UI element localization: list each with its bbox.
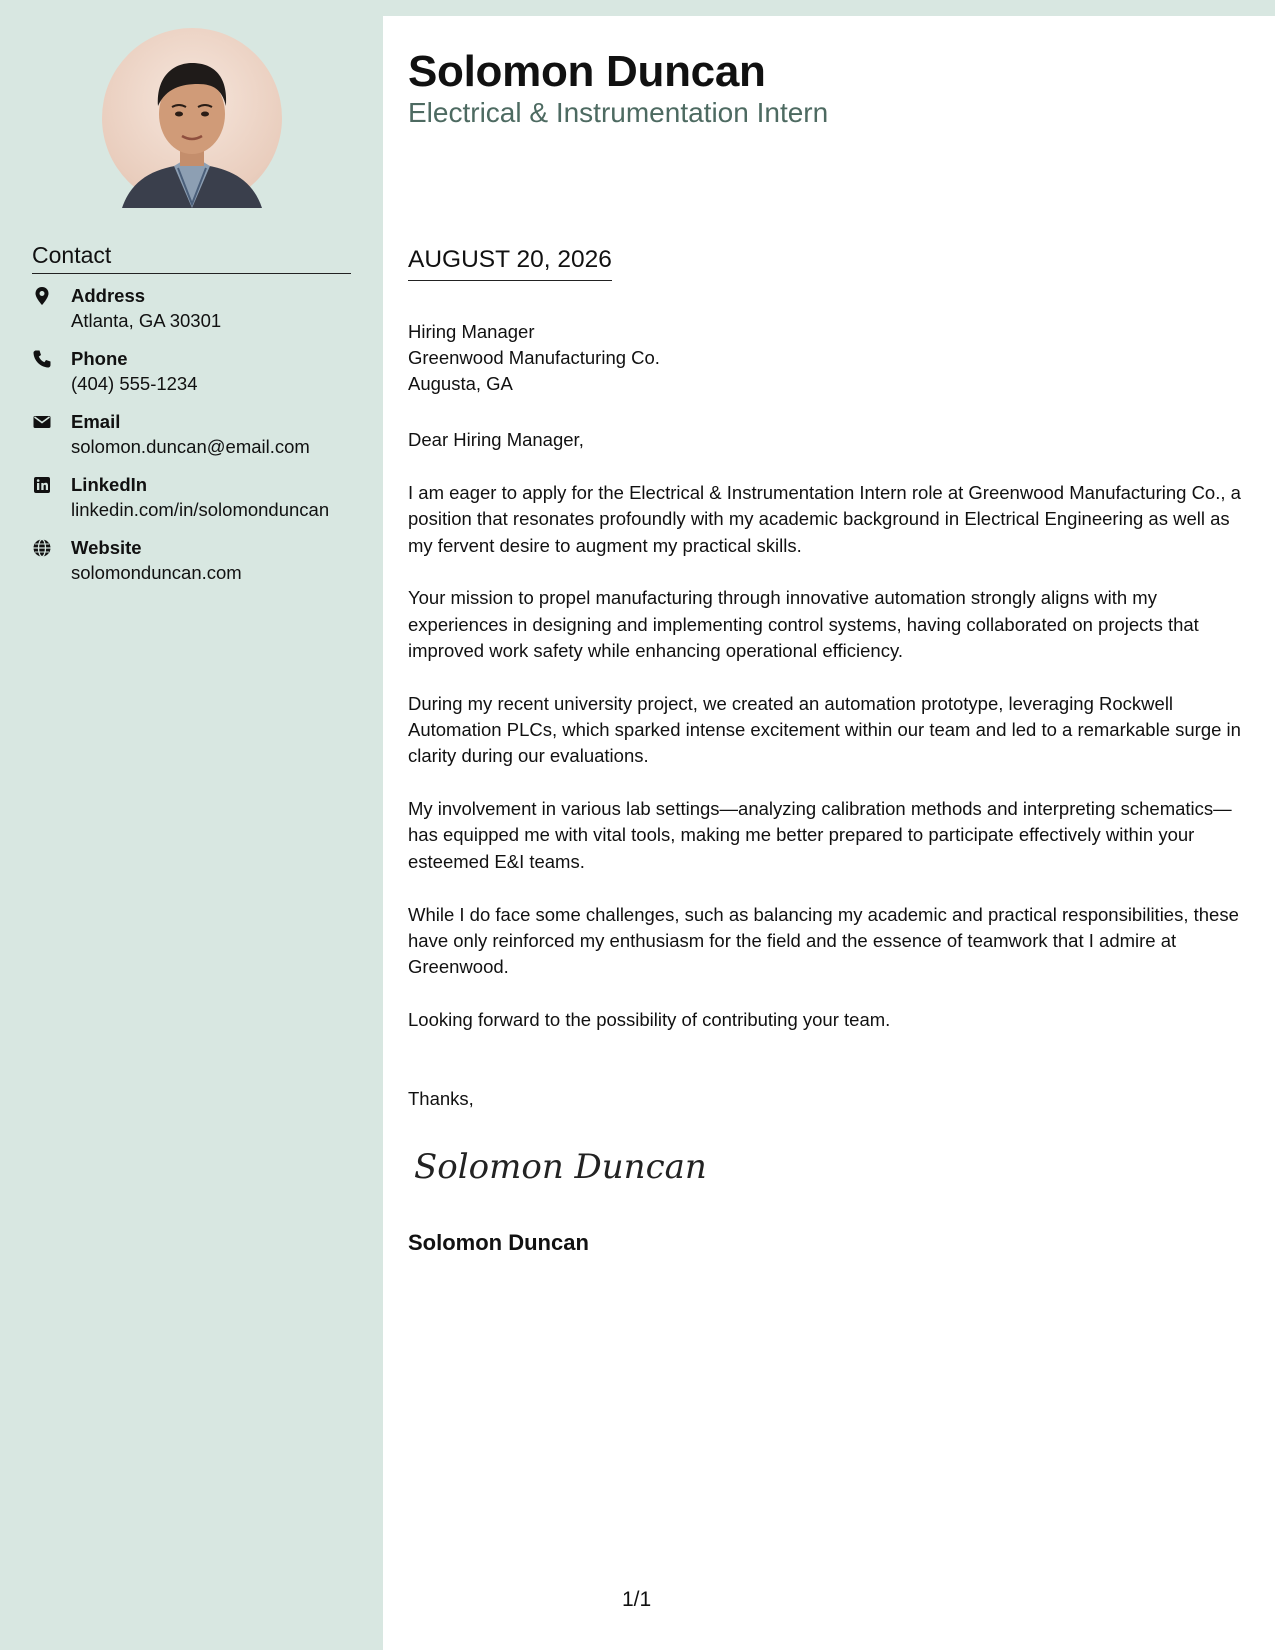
body-paragraph: During my recent university project, we created an automation prototype, leveraging Rockwell Automation PLCs, which sparked intense excitement within our team and led to a remarkable surge in clarity during our evaluations.	[408, 692, 1241, 767]
sidebar	[0, 0, 383, 1650]
avatar	[102, 28, 282, 208]
contact-item-linkedin	[32, 473, 372, 536]
contact-label: Email	[71, 411, 121, 432]
map-pin-icon	[32, 286, 52, 306]
email-value[interactable]: solomon.duncan@email.com	[71, 436, 310, 457]
signature-image	[408, 1138, 707, 1194]
profile-photo	[102, 28, 282, 208]
contact-label: Website	[71, 537, 142, 558]
job-title: Electrical & Instrumentation Intern	[408, 97, 829, 128]
phone-value[interactable]: (404) 555-1234	[71, 373, 198, 394]
letter-body	[408, 480, 1253, 1060]
contact-item-phone	[32, 347, 372, 410]
contact-label: Phone	[71, 348, 128, 369]
signed-name: Solomon Duncan	[408, 1230, 589, 1255]
contact-label: Address	[71, 285, 146, 306]
globe-icon	[32, 538, 52, 558]
signature-text: Solomon Duncan	[414, 1147, 707, 1187]
recipient-line: Greenwood Manufacturing Co.	[408, 347, 660, 368]
body-paragraph: Looking forward to the possibility of contributing your team.	[408, 1008, 891, 1030]
contact-heading: Contact	[32, 241, 351, 274]
contact-item-address	[32, 284, 372, 347]
website-value[interactable]: solomonduncan.com	[71, 562, 242, 583]
recipient-line: Augusta, GA	[408, 373, 513, 394]
page-number: 1/1	[622, 1588, 652, 1611]
envelope-icon	[32, 412, 52, 432]
body-paragraph: I am eager to apply for the Electrical & Instrumentation Intern role at Greenwood Manufacturing Co., a position that resonates profoundly with my academic background in Electrical Engineering as well as my fervent desire to augment my practical skills.	[408, 482, 1241, 556]
salutation: Dear Hiring Manager,	[408, 429, 584, 450]
phone-icon	[32, 349, 52, 369]
body-paragraph: Your mission to propel manufacturing through innovative automation strongly aligns with my experiences in designing and implementing control systems, having collaborated on projects that improved work safety while enhancing operational efficiency.	[408, 587, 1199, 661]
letter-page	[383, 16, 1275, 1650]
linkedin-icon	[32, 475, 52, 495]
contact-item-email	[32, 410, 372, 473]
address-value: Atlanta, GA 30301	[71, 310, 222, 331]
body-paragraph: My involvement in various lab settings—analyzing calibration methods and interpreting schematics—has equipped me with vital tools, making me better prepared to participate effectively within your esteemed E&I teams.	[408, 798, 1232, 872]
recipient-line: Hiring Manager	[408, 321, 535, 342]
recipient-block	[408, 319, 660, 397]
body-paragraph: While I do face some challenges, such as balancing my academic and practical responsibilities, these have only reinforced my enthusiasm for the field and the essence of teamwork that I admire at Greenwood.	[408, 903, 1239, 978]
linkedin-value[interactable]: linkedin.com/in/solomonduncan	[71, 499, 330, 520]
contact-item-website	[32, 536, 372, 599]
applicant-name: Solomon Duncan	[408, 47, 766, 96]
contact-label: LinkedIn	[71, 474, 148, 495]
contact-list	[32, 284, 372, 599]
letter-date: AUGUST 20, 2026	[408, 244, 612, 281]
closing: Thanks,	[408, 1088, 474, 1109]
